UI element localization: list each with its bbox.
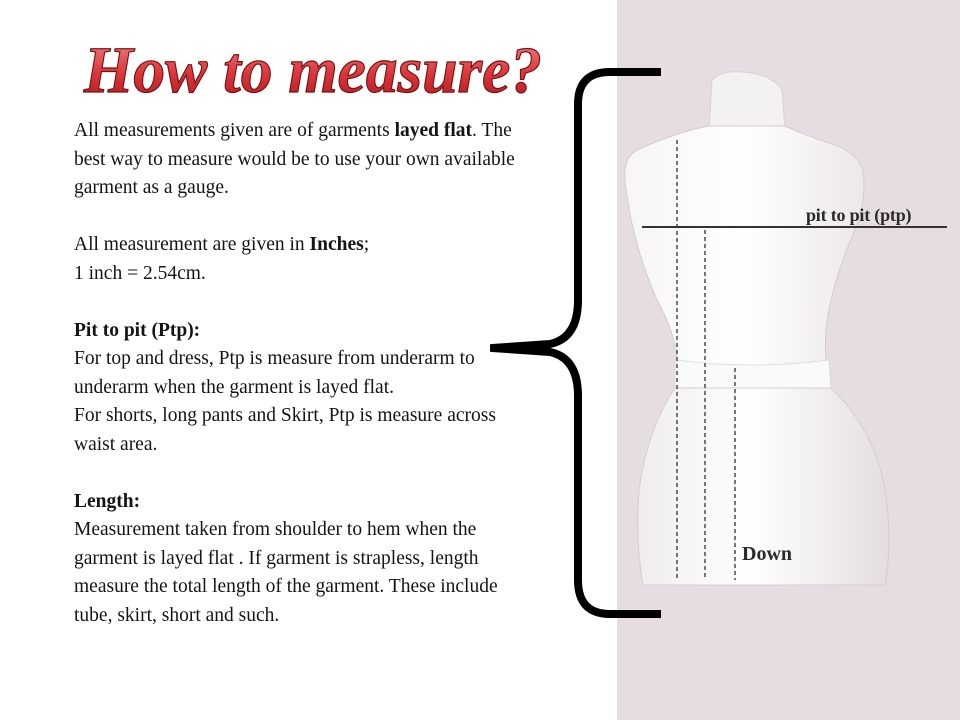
mannequin-torso — [625, 126, 864, 370]
ptp-body-top: For top and dress, Ptp is measure from underarm to underarm when the garment is layed flat. — [74, 348, 475, 398]
mannequin-neck — [709, 72, 785, 130]
conversion-line: 1 inch = 2.54cm. — [74, 262, 206, 284]
instructions — [74, 117, 529, 630]
down-label: Down — [742, 543, 793, 565]
dress-form-illustration — [617, 70, 960, 590]
ptp-body-bottom: For shorts, long pants and Skirt, Ptp is measure across waist area. — [74, 405, 496, 455]
page-title — [80, 28, 550, 108]
length-body: Measurement taken from shoulder to hem when the garment is layed flat . If garment is strapless, length measure the total length of the garment. These include tube, skirt, short and such. — [74, 519, 498, 626]
length-heading: Length: — [74, 490, 141, 512]
ptp-label: pit to pit (ptp) — [806, 205, 912, 225]
intro-paragraph: All measurements given are of garments layed flat. The best way to measure would be to use your own available garment as a gauge. — [74, 120, 515, 198]
page-title-text: How to measure? — [83, 34, 542, 107]
ptp-heading: Pit to pit (Ptp): — [74, 319, 201, 341]
inches-emphasis: Inches — [309, 234, 364, 255]
layed-flat-emphasis: layed flat — [394, 120, 473, 141]
units-paragraph: All measurement are given in Inches; — [74, 234, 370, 255]
